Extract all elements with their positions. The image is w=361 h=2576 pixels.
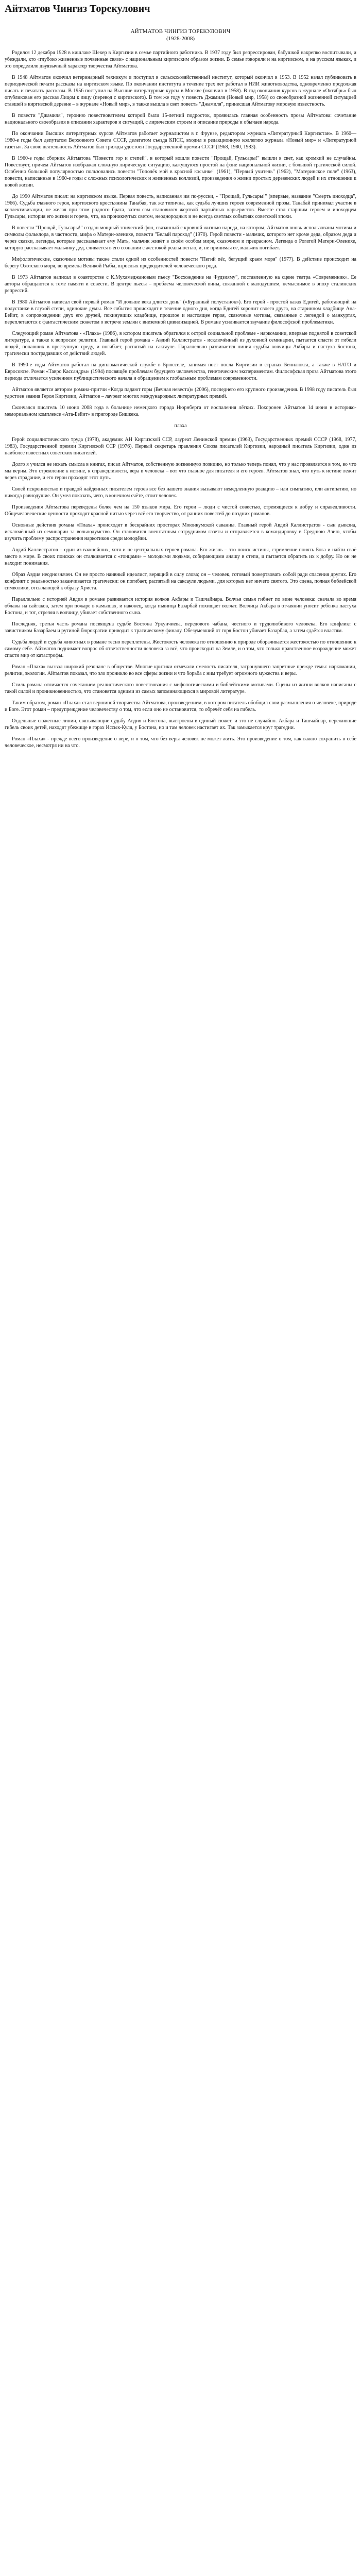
body-paragraph: В повести "Джамиля", героиню повествователем которой были 15-летний подросток, проявилась главная особенность прозы Айтматова: сочетание национального своеобразия в описании характеров и ситуаций, с лирическим строем и описание природы и обычаев народа. bbox=[5, 113, 356, 125]
body-paragraph: Скончался писатель 10 июня 2008 года в больнице немецкого города Нюрнберга от воспаления лёгких. Похоронен Айтматов 14 июня в историко-мемориальном комплексе «Ата-Бейит» в пригороде Бишкека. bbox=[5, 405, 356, 417]
document-title: Айтматов Чингиз Торекулович bbox=[5, 3, 150, 14]
body-paragraph: Родился 12 декабря 1928 в кишлаке Шекер в Киргизии в семье партийного работника. В 1937 году был репрессирован, бабушкой накрепко воспитывали, и убеждали, кто «глубоко жизненные почвенные связи» с национальным киргизским образом жизни. В семье говорили и на киргизском, и на русском языках, и это определило двуязычный характер творчества Айтматова. bbox=[5, 50, 356, 69]
document-section bbox=[5, 422, 356, 749]
body-paragraph: Отдельные сюжетные линии, связывающие судьбу Авдия и Бостона, выстроены в единый сюжет, и это не случайно. Акбара и Ташчайнар, пережившие гибель своих детей, находят убежище в горах Иссык-Куля, у Бостона, но и там человек настигает их. Так замыкается круг трагедии. bbox=[5, 718, 356, 731]
body-paragraph: Параллельно с историей Авдия в романе развивается история волков Акбары и Ташчайнара. Волчья семья гибнет по вине человека: сначала во время облавы на сайгаков, затем при пожаре в камышах, и наконец, когда пьяница Базарбай похищает волчат. Волчица Акбара в отчаянии уносит ребёнка пастуха Бостона, и тот, стреляя в волчицу, убивает собственного сына. bbox=[5, 597, 356, 616]
body-paragraph: В 1980 Айтматов написал свой первый роман "И дольше века длится день" («Буранный полустанок»). Его герой - простой казах Едигей, работающий на полустанке в глухой степи, одинокие думы. Все события происходят в течение одного дня, когда Едигей хоронит своего друга, на старинном кладбище Ана-Бейит, в сопровождении двух его друзей, покинувших кладбище, прошлое и настоящее героя, сказочные мотивы, связанные с легендой о манкуртах, переплетаются с фантастическим сюжетом о встрече землян с внеземной цивилизацией. В романе усиливается звучание философской проблематики. bbox=[5, 299, 356, 325]
body-paragraph: Роман «Плаха» вызвал широкий резонанс в обществе. Многие критики отмечали смелость писателя, затронувшего запретные прежде темы: наркомании, религии, экологии. Айтматов показал, что зло проникло во все сферы жизни и что борьба с ним требует огромного мужества и веры. bbox=[5, 664, 356, 676]
body-paragraph: До 1990 Айтматов писал: на киргизском языке. Первая повесть, написанная им по-русски, - "Прощай, Гульсары!" (впервые, название "Смерть иноходца", 1966). Судьба главного героя, киргизского крестьянина Танабая, так же типична, как судьба лучших героев современной прозы. Танабай принимал участие в коллективизации, не желая при этом родного брата, затем сам становился жертвой партийных карьеристов. Вместе стал старшим героем и иноходцем Гульсары, история его жизни и горечь, что, на проникнутых светом, неоднородных и не всегда светлых событиях советской эпохи. bbox=[5, 194, 356, 219]
document-years: (1928-2008) bbox=[166, 36, 195, 42]
body-paragraph: Следующий роман Айтматова - «Плаха» (1986), в котором писатель обратился к острой социальной проблеме - наркомании, впервые поднятой в советской литературе, а также к вопросам религии. Главный герой романа - Авдий Каллистратов - исключённый из духовной семинарии, пытается спасти от гибели людей, попавших в преступную среду, и погибает, распятый на саксауле. Параллельно развивается линия судьбы волчицы Акбары и пастуха Бостона, трагически пострадавших от действий людей. bbox=[5, 331, 356, 357]
document-body bbox=[5, 49, 356, 749]
section-heading: плаха bbox=[174, 423, 187, 429]
body-paragraph: Стиль романа отличается сочетанием реалистического повествования с мифологическими и библейскими мотивами. Сцены из жизни волков написаны с такой силой и проникновенностью, что становятся одними из самых запоминающихся в мировой литературе. bbox=[5, 682, 356, 694]
body-paragraph: В 1990-е годы Айтматов работал на дипломатической службе в Брюсселе, занимая пост посла Киргизии в странах Бенилюкса, а также в НАТО и Евросоюзе. Роман «Тавро Кассандры» (1994) посвящён проблемам будущего человечества, генетическим экспериментам. Философская проза Айтматова этого периода отличается усилением публицистического начала и обращением к глобальным проблемам современности. bbox=[5, 362, 356, 381]
body-paragraph: Произведения Айтматова переведены более чем на 150 языков мира. Его герои – люди с чистой совестью, стремящиеся к добру и справедливости. Общечеловеческие ценности проходят красной нитью через всё его творчество, от ранних повестей до поздних романов. bbox=[5, 504, 356, 517]
body-paragraph: В 1960-е годы сборник Айтматова "Повести гор и степей", в который вошли повести "Прощай, Гульсары!" вышли в свет, как кромкий не случайны. Повествует, причем Айтматов изображал сложную лирическую ситуацию, кажущуюся простой на фоне национальной жизни, с большой трагической силой. Особенно большой популярностью пользовались повести "Тополёк мой в красной косынке" (1961), "Первый учитель" (1962), "Материнское поле" (1963), повести, написанные в 1960-е годы с сложных психологических и жизненных коллизий, произведения о жизни простых деревенских людей и их отношении к новой жизни. bbox=[5, 156, 356, 188]
body-paragraph: Судьба людей и судьба животных в романе тесно переплетены. Жестокость человека по отношению к природе оборачивается жестокостью по отношению к самому себе. Айтматов поднимает вопрос об ответственности человека за всё, что происходит на Земле, и о том, что только нравственное возрождение может спасти мир от катастрофы. bbox=[5, 639, 356, 658]
body-paragraph: Роман «Плаха» - прежде всего произведение о вере, и о том, что без веры человек не может жить. Это произведение о том, как важно сохранить в себе человеческое, несмотря ни на что. bbox=[5, 736, 356, 749]
body-paragraph: Долго я учился не искать смысла в книгах, писал Айтматов, собственную жизненную позицию, но только теперь понял, что у нас проявляется в том, во что мы верим. Это стремление к истине, к справедливости, вера в человека – вот что главное для писателя и его героев. Айтматов знал, что путь к истине лежит через страдание, и его герои проходят этот путь. bbox=[5, 462, 356, 481]
body-paragraph: В 1948 Айтматов окончил ветеринарный техникум и поступил в сельскохозяйственный институт, который окончил в 1953. В 1952 начал публиковать в периодической печати рассказы на киргизском языке. По окончании института в течение трех лет работал в НИИ животноводства, одновременно продолжая писать и печатать рассказы. В 1956 поступил на Высшие литературные курсы в Москве (окончил в 1958). В год окончания курсов в журнале «Октябрь» был опубликован его рассказ Лицом к лицу (перевод с киргизского). В том же году у повесть Джамиля (Новый мир, 1958) со своеобразной жизненной ситуацией ставшей в киргизской деревне – в журнале «Новый мир», в также вышла в свет повесть "Джамиля", принесшая Айтматову мировую известность. bbox=[5, 75, 356, 107]
body-paragraph: В 1973 Айтматов написал в соавторстве с К.Мухамеджановым пьесу "Восхождение на Фудзияму", поставленную на сцене театра «Современник». Ее авторы обращаются к теме памяти и совести. В центре пьесы – проблема человеческой вины, связанной с малодушием, немыслимое в эпоху сталинских репрессий. bbox=[5, 275, 356, 294]
body-paragraph: Основные действия романа «Плаха» происходят в бескрайних просторах Моюнкумской саванны. Главный герой Авдий Каллистратов - сын дьякона, исключённый из семинарии за вольнодумство. Он становится внештатным сотрудником газеты и отправляется в командировку в Среднюю Азию, чтобы изучить проблему распространения наркотиков среди молодёжи. bbox=[5, 522, 356, 541]
body-paragraph: По окончании Высших литературных курсов Айтматов работает журналистом в г. Фрунзе, редактором журнала «Литературный Киргизстан». В 1960—1980-е годы был депутатом Верховного Совета СССР, делегатом съезда КПСС, входил в редакционную коллегию журнала «Новый мир» и «Литературной газеты». За свою деятельность Айтматов был трижды удостоен Государственной премии СССР (1968, 1980, 1983). bbox=[5, 131, 356, 150]
body-paragraph: Своей искренностью и правдой найденных писателем героев все без нашего знания вызывают немедленную реакцию – или симпатию, или антипатию, но никогда равнодушие. Он умел показать, чего, в конечном счёте, стоит человек. bbox=[5, 486, 356, 499]
body-paragraph: Таким образом, роман «Плаха» стал вершиной творчества Айтматова, произведением, в котором писатель обобщил свои размышления о человеке, природе и Боге. Этот роман – предупреждение человечеству о том, что если оно не остановится, то обречёт себя на гибель. bbox=[5, 700, 356, 713]
body-paragraph: Айтматов является автором романа-притчи «Когда падают горы (Вечная невеста)» (2006), последнего его крупного произведения. В 1998 году писатель был удостоен звания Героя Киргизии, Айтматов – лауреат многих международных литературных премий. bbox=[5, 387, 356, 399]
body-paragraph: Мифологические, сказочные мотивы также стали одной из особенностей повести "Пегий пёс, бегущий краем моря" (1977). В действие происходит на берегу Охотского моря, во времена Великой Рыбы, взрослых предводителей человеческого рода. bbox=[5, 257, 356, 269]
body-paragraph: Образ Авдия неоднозначен. Он не просто наивный идеалист, верящий в силу слова; он – человек, готовый пожертвовать собой ради спасения других. Его конфликт с реальностью заканчивается трагически: он погибает, распятый на саксауле людьми, для которых нет ничего святого. Это сцена, полная библейской символики, отсылающей к образу Христа. bbox=[5, 572, 356, 591]
body-paragraph: В повести "Прощай, Гульсары!" создан мощный эпический фон, связанный с кровной жизнью народа, на котором, Айтматов вновь использованы мотивы и символы фольклора, в частности, мифа о Матери-оленихе, повести "Белый пароход" (1970). Герой повести - мальчик, которого нет кроме деда, образом деда и через сказки, легенды, которые рассказывает ему Мать, мальчик живёт в своём особом мире, сказочном и прекрасном. Легенда о Рогатой Матери-Оленихе, которую рассказывает мальчику дед, сливается в его сознании с жестокой реальностью, и, не принимая её, мальчик погибает. bbox=[5, 225, 356, 251]
body-paragraph: Последняя, третья часть романа посвящена судьбе Бостона Уркунчиева, передового чабана, честного и трудолюбивого человека. Его конфликт с завистником Базарбаем и рутиной бюрократии приводит к трагическому финалу. Обезумевший от горя Бостон убивает Базарбая, а затем сдаётся властям. bbox=[5, 621, 356, 634]
body-paragraph: Герой социалистического труда (1978), академик АН Киргизской ССР, лауреат Ленинской премии (1963), Государственных премий СССР (1968, 1977, 1983), Государственной премии Киргизской ССР (1976). Первый секретарь правления Союза писателей Киргизии, народный писатель Киргизии, один из наиболее известных советских писателей. bbox=[5, 437, 356, 456]
document-section bbox=[5, 49, 356, 418]
body-paragraph: Авдий Каллистратов – один из важнейших, хотя и не центральных героев романа. Его жизнь – это поиск истины, стремление понять Бога и найти своё место в мире. В своих поисках он сталкивается с «гонцами» – молодыми людьми, собирающими анашу в степи, и пытается обратить их к добру. Но он не находит понимания. bbox=[5, 547, 356, 566]
document-subtitle: АЙТМАТОВ ЧИНГИЗ ТОРЕКУЛОВИЧ bbox=[130, 28, 231, 35]
